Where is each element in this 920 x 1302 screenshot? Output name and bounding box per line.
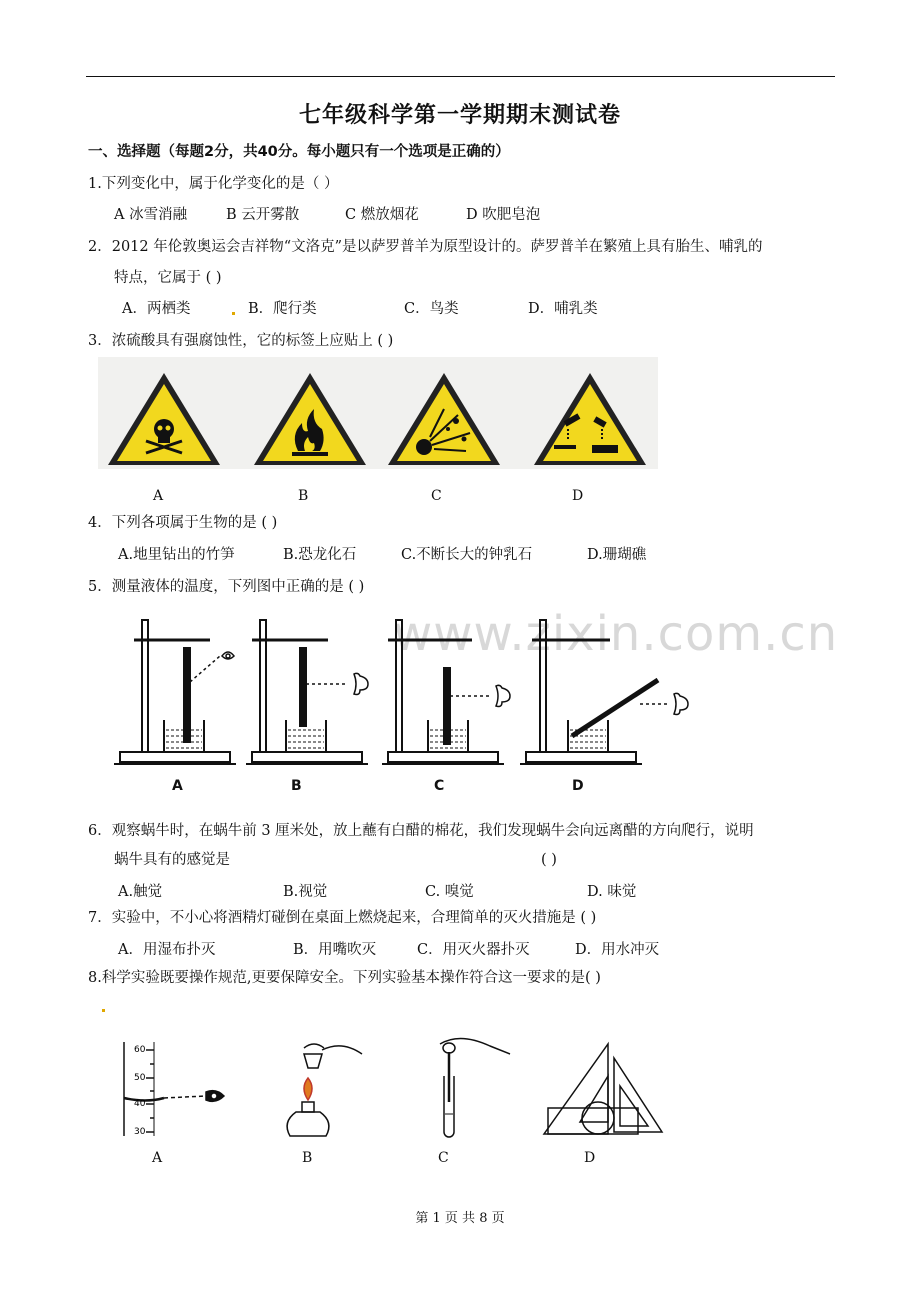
q7-option-d: D．用水冲灭 xyxy=(575,942,660,958)
q4-option-b: B.恐龙化石 xyxy=(283,547,357,563)
q2-option-d: D．哺乳类 xyxy=(528,301,598,317)
q8-label-c: C xyxy=(438,1150,449,1166)
q6-option-a: A.触觉 xyxy=(118,884,163,900)
q1-option-d: D 吹肥皂泡 xyxy=(466,207,541,223)
q7-stem: 7．实验中，不小心将酒精灯碰倒在桌面上燃烧起来，合理简单的灭火措施是 ( ) xyxy=(88,910,597,926)
q6-option-c: C. 嗅觉 xyxy=(425,884,474,900)
alcohol-lamp-icon xyxy=(287,1044,362,1136)
q7-option-a: A．用湿布扑灭 xyxy=(118,942,216,958)
q7-option-c: C．用灭火器扑灭 xyxy=(417,942,530,958)
setup-a-icon xyxy=(114,620,236,764)
setup-b-icon xyxy=(246,620,368,764)
tick-50: 50 xyxy=(134,1073,146,1083)
q6-stem-line2: 蜗牛具有的感觉是 xyxy=(114,852,230,868)
page-footer: 第 1 页 共 8 页 xyxy=(415,1211,505,1226)
q2-option-b: B．爬行类 xyxy=(248,301,317,317)
q2-option-a: A．两栖类 xyxy=(122,301,191,317)
q3-label-b: B xyxy=(298,488,309,504)
q6-stem-line1: 6．观察蜗牛时，在蜗牛前 3 厘米处，放上蘸有白醋的棉花，我们发现蜗牛会向远离醋的方向爬行，说明 xyxy=(88,823,754,839)
lab-operations-figure xyxy=(118,1036,678,1144)
page-title: 七年级科学第一学期期末测试卷 xyxy=(298,103,621,128)
tick-60: 60 xyxy=(134,1045,146,1055)
q1-stem: 1.下列变化中，属于化学变化的是（ ） xyxy=(88,176,339,192)
header-rule xyxy=(86,76,835,77)
q3-label-c: C xyxy=(431,488,442,504)
q1-option-b: B 云开雾散 xyxy=(226,207,300,223)
set-square-ruler-icon xyxy=(544,1044,662,1134)
q5-label-d: D xyxy=(572,778,584,794)
q3-label-d: D xyxy=(572,488,584,504)
thermometer-setups-figure xyxy=(112,612,702,802)
q2-option-c: C．鸟类 xyxy=(404,301,459,317)
q2-stem-line1: 2．2012 年伦敦奥运会吉祥物“文洛克”是以萨罗普羊为原型设计的。萨罗普羊在繁殖上具有胎生、哺乳的 xyxy=(88,239,763,255)
q1-option-c: C 燃放烟花 xyxy=(345,207,419,223)
q3-stem: 3．浓硫酸具有强腐蚀性，它的标签上应贴上 ( ) xyxy=(88,333,394,349)
q8-label-a: A xyxy=(152,1150,163,1166)
q5-label-a: A xyxy=(172,778,183,794)
q4-option-c: C.不断长大的钟乳石 xyxy=(401,547,533,563)
q3-label-a: A xyxy=(153,488,164,504)
stray-dot xyxy=(102,1009,105,1012)
stray-dot xyxy=(232,312,235,315)
q8-label-d: D xyxy=(584,1150,596,1166)
q4-stem: 4．下列各项属于生物的是 ( ) xyxy=(88,515,278,531)
q4-option-d: D.珊瑚礁 xyxy=(587,547,647,563)
q6-option-d: D. 味觉 xyxy=(587,884,637,900)
q8-label-b: B xyxy=(302,1150,313,1166)
q5-label-b: B xyxy=(291,778,302,794)
q8-stem: 8.科学实验既要操作规范,更要保障安全。下列实验基本操作符合这一要求的是( ) xyxy=(88,970,601,986)
q5-stem: 5．测量液体的温度，下列图中正确的是 ( ) xyxy=(88,579,365,595)
q2-stem-line2: 特点，它属于 ( ) xyxy=(114,270,222,286)
q7-option-b: B．用嘴吹灭 xyxy=(293,942,377,958)
q1-option-a: A 冰雪消融 xyxy=(114,207,188,223)
q4-option-a: A.地里钻出的竹笋 xyxy=(118,547,235,563)
tick-30: 30 xyxy=(134,1127,146,1137)
setup-d-icon xyxy=(520,620,688,764)
q5-label-c: C xyxy=(434,778,445,794)
setup-c-icon xyxy=(382,620,510,764)
watermark: www.zixin.com.cn xyxy=(393,606,839,662)
hazard-signs-figure xyxy=(98,357,658,469)
tick-40: 40 xyxy=(134,1099,146,1109)
section-heading: 一、选择题（每题2分，共40分。每小题只有一个选项是正确的） xyxy=(88,144,510,160)
q6-option-b: B.视觉 xyxy=(283,884,328,900)
q6-answer-blank: ( ) xyxy=(541,852,557,868)
test-tube-dropper-icon xyxy=(440,1038,510,1137)
graduated-cylinder-icon xyxy=(124,1042,224,1136)
